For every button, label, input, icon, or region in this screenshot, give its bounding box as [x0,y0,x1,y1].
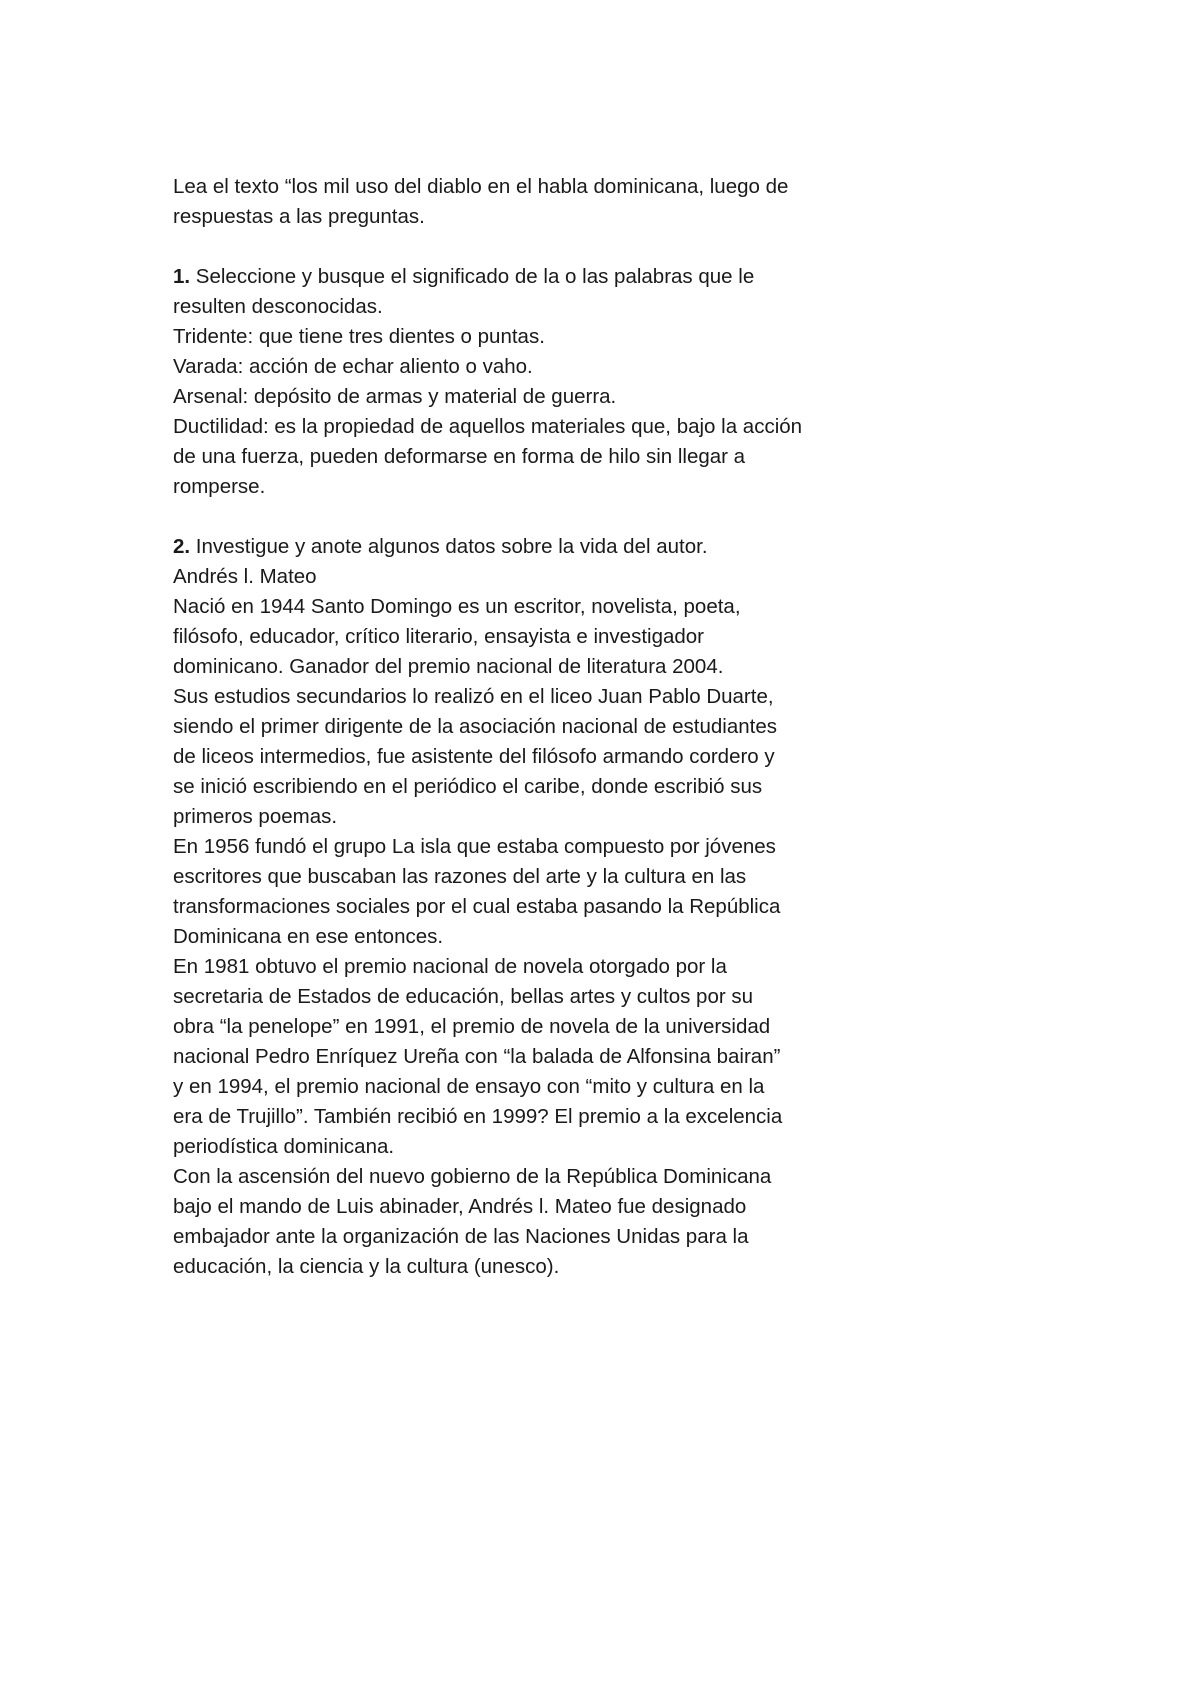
bio-line: Con la ascensión del nuevo gobierno de la República Dominicana [173,1165,772,1188]
bio-line: periodística dominicana. [173,1135,395,1158]
question-2-prompt [173,532,873,562]
question-2-prompt-text: Investigue y anote algunos datos sobre la vida del autor. [190,535,708,558]
question-1-prompt-text: Seleccione y busque el significado de la o las palabras que le [190,265,755,288]
bio-line: educación, la ciencia y la cultura (unesco). [173,1255,560,1278]
bio-line: primeros poemas. [173,805,338,828]
bio-line: obra “la penelope” en 1991, el premio de novela de la universidad [173,1015,771,1038]
bio-line: siendo el primer dirigente de la asociación nacional de estudiantes [173,715,777,738]
bio-line: y en 1994, el premio nacional de ensayo con “mito y cultura en la [173,1075,765,1098]
intro-line: Lea el texto “los mil uso del diablo en el habla dominicana, luego de [173,175,789,198]
bio-line: Dominicana en ese entonces. [173,925,444,948]
definition-line: romperse. [173,475,266,498]
blank-line [173,502,873,532]
question-1-prompt [173,262,873,292]
bio-line: transformaciones sociales por el cual estaba pasando la República [173,895,781,918]
definition-line: Tridente: que tiene tres dientes o puntas. [173,325,545,348]
question-1-number: 1. [173,265,191,288]
intro-line: respuestas a las preguntas. [173,205,425,228]
bio-line: se inició escribiendo en el periódico el caribe, donde escribió sus [173,775,763,798]
bio-line: nacional Pedro Enríquez Ureña con “la balada de Alfonsina bairan” [173,1045,781,1068]
definition-line: Varada: acción de echar aliento o vaho. [173,355,533,378]
bio-line: Nació en 1944 Santo Domingo es un escritor, novelista, poeta, [173,595,741,618]
definition-line: de una fuerza, pueden deformarse en forma de hilo sin llegar a [173,445,746,468]
bio-line: escritores que buscaban las razones del arte y la cultura en las [173,865,747,888]
definition-line: Ductilidad: es la propiedad de aquellos materiales que, bajo la acción [173,415,803,438]
bio-line: era de Trujillo”. También recibió en 1999? El premio a la excelencia [173,1105,783,1128]
definition-line: Arsenal: depósito de armas y material de guerra. [173,385,617,408]
bio-line: bajo el mando de Luis abinader, Andrés l. Mateo fue designado [173,1195,747,1218]
author-name: Andrés l. Mateo [173,565,317,588]
bio-line: Sus estudios secundarios lo realizó en el liceo Juan Pablo Duarte, [173,685,774,708]
bio-line: En 1956 fundó el grupo La isla que estaba compuesto por jóvenes [173,835,776,858]
bio-line: En 1981 obtuvo el premio nacional de novela otorgado por la [173,955,727,978]
bio-line: dominicano. Ganador del premio nacional de literatura 2004. [173,655,724,678]
bio-line: filósofo, educador, crítico literario, ensayista e investigador [173,625,704,648]
bio-line: de liceos intermedios, fue asistente del filósofo armando cordero y [173,745,775,768]
bio-line: embajador ante la organización de las Naciones Unidas para la [173,1225,749,1248]
bio-line: secretaria de Estados de educación, bellas artes y cultos por su [173,985,754,1008]
question-2-number: 2. [173,535,191,558]
question-1-prompt-text: resulten desconocidas. [173,295,383,318]
document-page [173,172,873,1282]
blank-line [173,232,873,262]
